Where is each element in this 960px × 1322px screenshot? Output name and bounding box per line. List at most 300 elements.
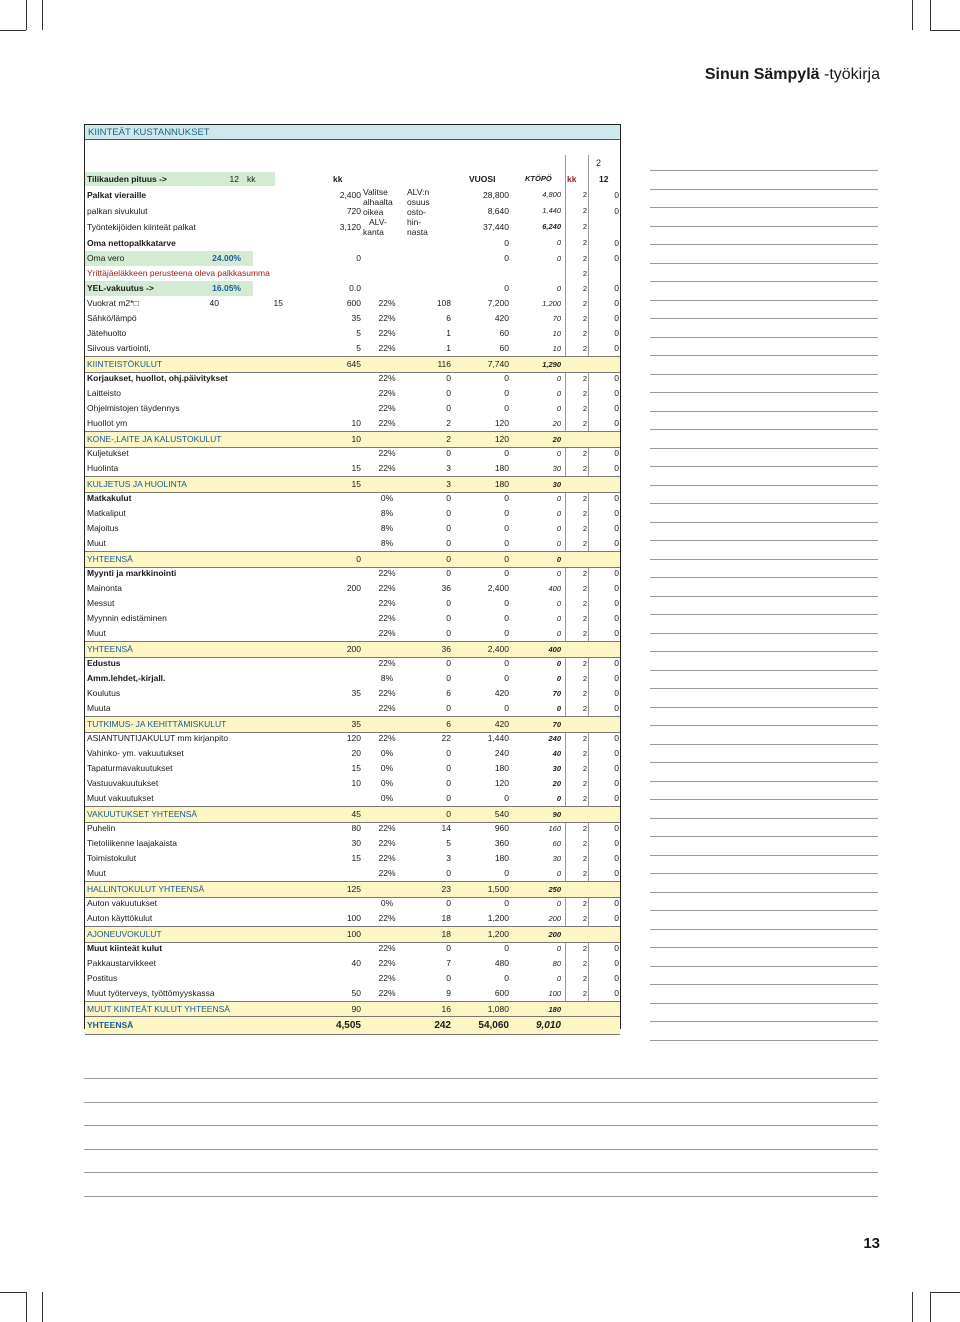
note-line (650, 781, 878, 782)
cost-row (85, 671, 620, 686)
zero-value: 0 (614, 733, 619, 743)
ktopo-amount: 6,240 (542, 222, 561, 231)
monthly-amount: 200 (346, 583, 361, 593)
vat-rate: 22% (378, 448, 396, 458)
vat-amount: 0 (446, 673, 451, 683)
vat-amount: 0 (446, 943, 451, 953)
monthly-amount: 125 (346, 884, 361, 894)
monthly-amount: 20 (351, 748, 361, 758)
vat-amount: 22 (441, 733, 451, 743)
cost-row (85, 386, 620, 401)
percent-input: 16.05% (212, 283, 241, 293)
vat-rate: 22% (378, 868, 396, 878)
zero-value: 0 (614, 493, 619, 503)
month-count: 2 (582, 689, 587, 698)
row-label: Huolinta (87, 463, 119, 473)
month-count: 2 (582, 629, 587, 638)
ktopo-amount: 400 (548, 584, 561, 593)
zero-value: 0 (614, 913, 619, 923)
ktopo-amount: 240 (548, 734, 561, 743)
vat-amount: 0 (446, 613, 451, 623)
vat-rate: 8% (380, 523, 394, 533)
row-label: Myynti ja markkinointi (87, 568, 177, 578)
sheet-rows (85, 125, 620, 1031)
note-line (650, 337, 878, 338)
zero-value: 0 (614, 853, 619, 863)
cost-row (85, 986, 620, 1001)
ktopo-amount: 200 (548, 930, 561, 939)
yearly-amount: 0 (504, 673, 509, 683)
vat-rate: 0% (380, 898, 394, 908)
vat-amount: 0 (446, 508, 451, 518)
yearly-amount: 0 (504, 554, 509, 564)
row-label: Muut työterveys, työttömyyskassa (87, 988, 215, 998)
note-line (650, 1021, 878, 1022)
month-count: 2 (582, 284, 587, 293)
zero-value: 0 (614, 598, 619, 608)
cost-row (85, 791, 620, 806)
ktopo-amount: 30 (552, 764, 561, 773)
yearly-amount: 0 (504, 493, 509, 503)
crop-mark (0, 1292, 26, 1293)
vuosi-column-header: VUOSI (469, 174, 496, 184)
cost-row (85, 701, 620, 716)
ktopo-amount: 250 (548, 885, 561, 894)
yearly-amount: 480 (494, 958, 509, 968)
yearly-amount: 37,440 (483, 222, 509, 232)
row-label: Sähkö/lämpö (87, 313, 137, 323)
row-label: Edustus (87, 658, 121, 668)
yearly-amount: 0 (504, 613, 509, 623)
note-line (650, 281, 878, 282)
note-line (650, 725, 878, 726)
zero-value: 0 (614, 190, 619, 200)
monthly-amount: 720 (346, 206, 361, 216)
note-line (650, 207, 878, 208)
ktopo-amount: 0 (556, 374, 561, 383)
row-label: Muuta (87, 703, 111, 713)
note-line (650, 614, 878, 615)
ktopo-amount: 0 (556, 404, 561, 413)
zero-value: 0 (614, 898, 619, 908)
note-line (650, 892, 878, 893)
month-count: 2 (582, 494, 587, 503)
vat-rate: 22% (378, 688, 396, 698)
month-count: 2 (582, 824, 587, 833)
month-count: 2 (582, 539, 587, 548)
zero-value: 0 (614, 298, 619, 308)
cost-row (85, 311, 620, 326)
monthly-amount: 5 (356, 343, 361, 353)
vat-rate: 22% (378, 388, 396, 398)
monthly-amount: 600 (346, 298, 361, 308)
note-line (84, 1172, 878, 1173)
monthly-amount: 10 (351, 418, 361, 428)
monthly-amount: 80 (351, 823, 361, 833)
zero-value: 0 (614, 523, 619, 533)
note-line (650, 429, 878, 430)
zero-value: 0 (614, 448, 619, 458)
month-count: 2 (582, 584, 587, 593)
alv-line: ALV:n (407, 187, 430, 197)
kk2-column-header: kk (567, 174, 577, 184)
valitse-line: oikea (363, 207, 384, 217)
vat-rate: 22% (378, 733, 396, 743)
area-input: 40 (209, 298, 219, 308)
note-line (650, 522, 878, 523)
ktopo-amount: 0 (556, 539, 561, 548)
ktopo-amount: 30 (552, 480, 561, 489)
monthly-amount: 200 (346, 644, 361, 654)
monthly-amount: 2,400 (339, 190, 361, 200)
zero-value: 0 (614, 463, 619, 473)
row-label: Palkat vieraille (87, 190, 147, 200)
note-line (650, 244, 878, 245)
cost-row (85, 626, 620, 641)
yearly-amount: 7,740 (487, 359, 509, 369)
zero-value: 0 (614, 538, 619, 548)
note-line (650, 1003, 878, 1004)
note-line (650, 855, 878, 856)
yearly-amount: 1,200 (487, 913, 509, 923)
row-label: ASIANTUNTIJAKULUT mm kirjanpito (87, 733, 229, 743)
vat-amount: 7 (446, 958, 451, 968)
note-line (650, 947, 878, 948)
cost-row (85, 596, 620, 611)
month-count: 2 (582, 329, 587, 338)
ktopo-amount: 0 (556, 614, 561, 623)
zero-value: 0 (614, 613, 619, 623)
monthly-amount: 35 (351, 719, 361, 729)
row-label: Majoitus (87, 523, 119, 533)
vat-rate: 0% (380, 493, 394, 503)
ktopo-amount: 0 (556, 524, 561, 533)
vat-rate: 22% (378, 598, 396, 608)
row-label: Muut (87, 538, 106, 548)
zero-value: 0 (614, 658, 619, 668)
ktopo-amount: 1,200 (542, 299, 561, 308)
row-label: Myynnin edistäminen (87, 613, 167, 623)
month-count: 2 (582, 704, 587, 713)
ktopo-amount: 0 (556, 794, 561, 803)
month-count: 2 (582, 190, 587, 199)
month-count: 2 (582, 238, 587, 247)
vat-rate: 22% (378, 943, 396, 953)
cost-row (85, 821, 620, 836)
yearly-amount: 0 (504, 568, 509, 578)
yearly-amount: 240 (494, 748, 509, 758)
row-label: YHTEENSÄ (87, 554, 133, 564)
kk-column-header: kk (333, 174, 343, 184)
cost-row (85, 776, 620, 791)
zero-value: 0 (614, 793, 619, 803)
vat-amount: 108 (436, 298, 451, 308)
row-label: Amm.lehdet,-kirjall. (87, 673, 166, 683)
vat-amount: 16 (441, 1004, 451, 1014)
monthly-amount: 120 (346, 733, 361, 743)
vat-rate: 0% (380, 748, 394, 758)
twelve-column-header: 12 (599, 174, 609, 184)
row-label: YHTEENSÄ (87, 644, 133, 654)
note-line (84, 1196, 878, 1197)
vat-rate: 8% (380, 538, 394, 548)
note-line (650, 540, 878, 541)
ktopo-amount: 0 (556, 569, 561, 578)
top-number-row (85, 156, 620, 170)
row-label: Postitus (87, 973, 118, 983)
month-count: 2 (582, 509, 587, 518)
month-count: 2 (582, 914, 587, 923)
month-count: 2 (582, 206, 587, 215)
vat-amount: 6 (446, 719, 451, 729)
monthly-amount: 15 (351, 763, 361, 773)
cost-row (85, 956, 620, 971)
vat-rate: 22% (378, 418, 396, 428)
row-label: Matkaliput (87, 508, 126, 518)
yearly-amount: 180 (494, 763, 509, 773)
cost-row (85, 341, 620, 356)
crop-mark (26, 0, 27, 30)
month-count: 2 (582, 794, 587, 803)
row-label: Koulutus (87, 688, 121, 698)
month-count: 2 (582, 222, 587, 231)
cost-row (85, 896, 620, 911)
zero-value: 0 (614, 958, 619, 968)
cost-row (85, 566, 620, 581)
cost-row (85, 296, 620, 311)
ktopo-amount: 200 (548, 914, 561, 923)
zero-value: 0 (614, 508, 619, 518)
vat-rate: 22% (378, 403, 396, 413)
monthly-amount: 90 (351, 1004, 361, 1014)
vat-amount: 0 (446, 538, 451, 548)
cost-row (85, 266, 620, 281)
row-label: Vastuuvakuutukset (87, 778, 159, 788)
monthly-amount: 0.0 (349, 283, 361, 293)
zero-value: 0 (614, 763, 619, 773)
vat-rate: 0% (380, 763, 394, 773)
yearly-amount: 0 (504, 388, 509, 398)
vat-rate: 22% (378, 853, 396, 863)
month-count: 2 (582, 344, 587, 353)
ktopo-amount: 0 (556, 869, 561, 878)
zero-value: 0 (614, 403, 619, 413)
cost-row (85, 281, 620, 296)
vat-amount: 0 (446, 554, 451, 564)
month-count: 2 (582, 389, 587, 398)
yearly-amount: 0 (504, 628, 509, 638)
row-label: KONE-,LAITE JA KALUSTOKULUT (87, 434, 222, 444)
vat-rate: 22% (378, 973, 396, 983)
cost-row (85, 686, 620, 701)
note-line (650, 762, 878, 763)
row-label: TUTKIMUS- JA KEHITTÄMISKULUT (87, 719, 227, 729)
cost-row (85, 866, 620, 881)
yearly-amount: 0 (504, 598, 509, 608)
vat-rate: 8% (380, 508, 394, 518)
sheet-title: KIINTEÄT KUSTANNUKSET (85, 125, 620, 140)
vat-amount: 0 (446, 523, 451, 533)
note-line (650, 707, 878, 708)
row-label: YEL-vakuutus -> (87, 283, 154, 293)
top-right-number: 2 (595, 158, 601, 168)
ktopo-amount: 0 (556, 704, 561, 713)
ktopo-amount: 90 (552, 810, 561, 819)
ktopo-amount: 0 (556, 599, 561, 608)
yearly-amount: 180 (494, 853, 509, 863)
ktopo-amount: 0 (556, 944, 561, 953)
yearly-amount: 0 (504, 238, 509, 248)
note-line (650, 411, 878, 412)
row-label: KULJETUS JA HUOLINTA (87, 479, 187, 489)
vat-amount: 0 (446, 778, 451, 788)
vat-rate: 22% (378, 328, 396, 338)
crop-mark (912, 1292, 913, 1322)
vat-amount: 0 (446, 628, 451, 638)
row-label: Laitteisto (87, 388, 122, 398)
valitse-line: ALV- (369, 217, 387, 227)
vat-amount: 18 (441, 913, 451, 923)
yearly-amount: 2,400 (487, 583, 509, 593)
row-label: palkan sivukulut (87, 206, 148, 216)
cost-row (85, 326, 620, 341)
vat-rate: 22% (378, 298, 396, 308)
valitse-line: kanta (363, 227, 384, 237)
vat-rate: 22% (378, 343, 396, 353)
yearly-amount: 120 (494, 778, 509, 788)
vat-rate: 0% (380, 778, 394, 788)
ktopo-amount: 0 (556, 555, 561, 564)
monthly-amount: 30 (351, 838, 361, 848)
row-label: Jätehuolto (87, 328, 127, 338)
zero-value: 0 (614, 313, 619, 323)
vat-rate: 22% (378, 988, 396, 998)
vat-amount: 0 (446, 448, 451, 458)
month-count: 2 (582, 569, 587, 578)
yearly-amount: 0 (504, 868, 509, 878)
row-label: Vuokrat m2*□ (87, 298, 139, 308)
cost-row (85, 446, 620, 461)
zero-value: 0 (614, 388, 619, 398)
zero-value: 0 (614, 568, 619, 578)
monthly-amount: 0 (356, 554, 361, 564)
month-count: 2 (582, 869, 587, 878)
cost-row (85, 491, 620, 506)
note-line (650, 836, 878, 837)
vat-amount: 242 (434, 1020, 451, 1031)
crop-mark (930, 0, 931, 30)
note-line (650, 448, 878, 449)
month-count: 2 (582, 944, 587, 953)
vat-amount: 0 (446, 898, 451, 908)
month-count: 2 (582, 269, 587, 278)
cost-row (85, 203, 620, 219)
note-line (650, 929, 878, 930)
month-count: 2 (582, 749, 587, 758)
cost-row (85, 187, 620, 203)
ktopo-amount: 100 (548, 989, 561, 998)
monthly-amount: 40 (351, 958, 361, 968)
note-line (84, 1149, 878, 1150)
vat-rate: 8% (380, 673, 394, 683)
monthly-amount: 100 (346, 913, 361, 923)
vat-amount: 2 (446, 418, 451, 428)
monthly-amount: 15 (351, 853, 361, 863)
yearly-amount: 8,640 (487, 206, 509, 216)
monthly-amount: 5 (356, 328, 361, 338)
yearly-amount: 120 (494, 434, 509, 444)
row-label: VAKUUTUKSET YHTEENSÄ (87, 809, 198, 819)
yearly-amount: 360 (494, 838, 509, 848)
month-count: 2 (582, 779, 587, 788)
note-line (650, 744, 878, 745)
vat-rate: 22% (378, 613, 396, 623)
yearly-amount: 1,080 (487, 1004, 509, 1014)
monthly-amount: 0 (356, 253, 361, 263)
yearly-amount: 0 (504, 283, 509, 293)
vat-amount: 5 (446, 838, 451, 848)
alv-line: nasta (407, 227, 428, 237)
vat-amount: 3 (446, 463, 451, 473)
month-count: 2 (582, 614, 587, 623)
vat-amount: 0 (446, 748, 451, 758)
vat-amount: 0 (446, 809, 451, 819)
cost-row (85, 536, 620, 551)
cost-row (85, 506, 620, 521)
yearly-amount: 0 (504, 403, 509, 413)
ktopo-amount: 70 (552, 314, 561, 323)
month-count: 2 (582, 899, 587, 908)
row-label: MUUT KIINTEÄT KULUT YHTEENSÄ (87, 1004, 230, 1014)
valitse-line: alhaalta (363, 197, 393, 207)
yearly-amount: 180 (494, 463, 509, 473)
ktopo-amount: 0 (556, 449, 561, 458)
yearly-amount: 0 (504, 973, 509, 983)
row-label: Tietoliikenne laajakaista (87, 838, 177, 848)
yearly-amount: 0 (504, 658, 509, 668)
ktopo-column-header: KTÖPÖ (525, 174, 552, 183)
cost-row (85, 731, 620, 746)
note-line (650, 799, 878, 800)
row-label: Kuljetukset (87, 448, 129, 458)
vat-amount: 0 (446, 793, 451, 803)
zero-value: 0 (614, 703, 619, 713)
yearly-amount: 1,200 (487, 929, 509, 939)
vat-amount: 2 (446, 434, 451, 444)
vat-amount: 0 (446, 658, 451, 668)
row-label: AJONEUVOKULUT (87, 929, 162, 939)
cost-row (85, 401, 620, 416)
vat-amount: 0 (446, 373, 451, 383)
cost-row (85, 851, 620, 866)
percent-input: 24.00% (212, 253, 241, 263)
note-line (650, 355, 878, 356)
ktopo-amount: 1,440 (542, 206, 561, 215)
zero-value: 0 (614, 583, 619, 593)
vat-rate: 22% (378, 373, 396, 383)
monthly-amount: 35 (351, 688, 361, 698)
yearly-amount: 0 (504, 703, 509, 713)
fixed-costs-spreadsheet (84, 124, 621, 1029)
month-count: 2 (582, 599, 587, 608)
vat-amount: 0 (446, 493, 451, 503)
yearly-amount: 60 (499, 343, 509, 353)
cost-row (85, 941, 620, 956)
yearly-amount: 54,060 (478, 1020, 509, 1031)
ktopo-amount: 40 (552, 749, 561, 758)
row-label: Oma nettopalkkatarve (87, 238, 176, 248)
vat-rate: 22% (378, 628, 396, 638)
